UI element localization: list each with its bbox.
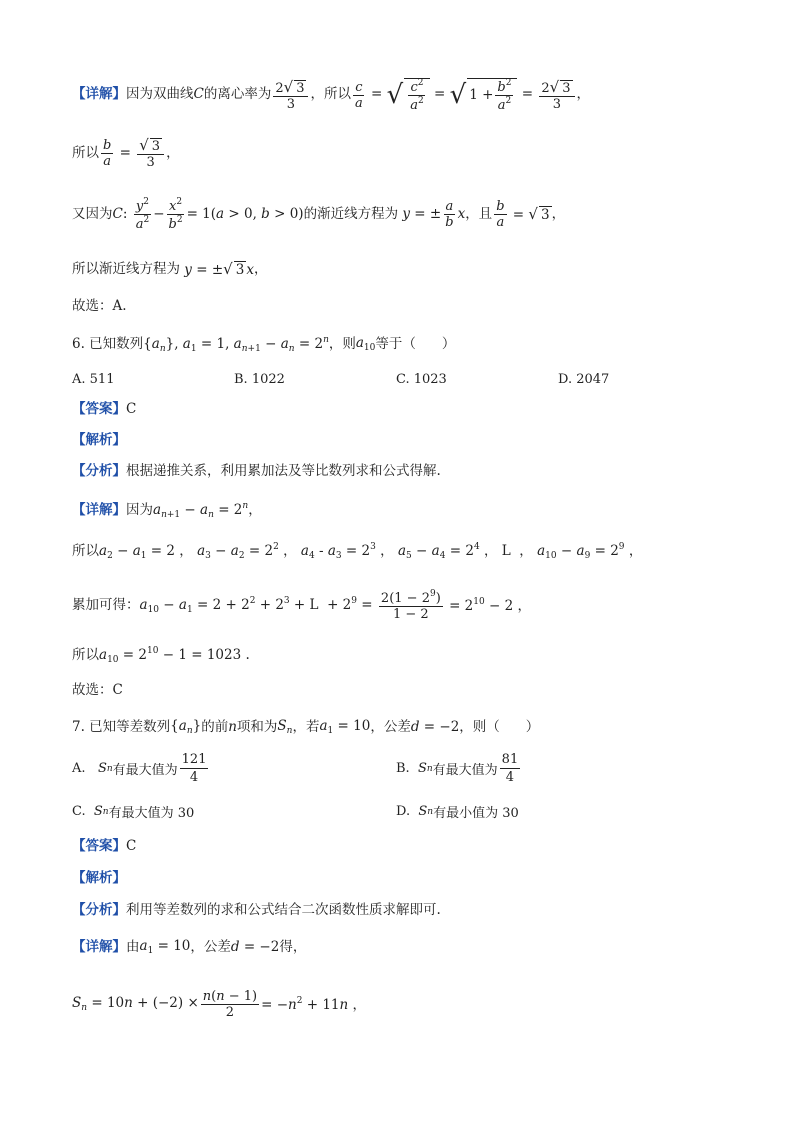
text: 的离心率为 <box>203 86 272 103</box>
text: ， <box>253 261 268 277</box>
choose-A: 故选：A. <box>72 298 127 314</box>
detail-line-2: 所以 $\frac{b}{a}$ = $\frac{√ 3}{3}$ ， <box>72 136 180 170</box>
q7-answer: 【答案】 C <box>72 838 137 854</box>
q6-detail: 【详解】 因为 $a_{n+1} - a_n = 2^n$， <box>72 501 262 520</box>
q7-formula: $S_n = 10n + (-2)$ × $\frac{n(n - 1)}{2}$ = $-n^2 + 11n$ ， <box>72 989 367 1020</box>
detail-tag: 【详解】 <box>72 86 126 103</box>
q7-stem: 7. 已知等差数列 $\{a_n\}$ 的前 n 项和为 $S_n$ ，若 $a_1 = 10$ ，公差 d = −2 ，则（ ） <box>72 718 540 736</box>
q6-option-d: D. 2047 <box>558 372 610 387</box>
text: ， <box>551 205 566 222</box>
fraction: $\frac{2√ 3}{3}$ <box>539 80 574 111</box>
q7-analysis-tag: 【解析】 <box>72 870 126 886</box>
detail-line-3: 又因为 C : $\frac{y^2}{a^2}$ − $\frac{x^2}{b^2}$ = 1(a > 0, b > 0) 的渐近线方程为 y = ± $\frac{a}{b}$ x ，且 $\frac{b}{a}$ = √ 3 ， <box>72 197 566 232</box>
q7-option-d: D. S n 有最小值为 30 <box>396 804 519 821</box>
q6-option-b: B. 1022 <box>234 372 285 387</box>
q6-so: 所以 $a_2 - a_1 = 2$ ， $a_3 - a_2 = 2^2$ ， $a_4 - a_3 = 2^3$ ， $a_5 - a_4 = 2^4$ ， L ， $a_{10} - a_9 = 2^9$ ， <box>72 542 643 561</box>
fraction: $\frac{2√ 3}{3}$ <box>273 80 308 111</box>
q6-fenxi: 【分析】 根据递推关系，利用累加法及等比数列求和公式得解. <box>72 463 441 479</box>
q6-analysis-tag: 【解析】 <box>72 432 126 448</box>
q6-sum: 累加可得： $a_{10} - a_1 = 2 + 2^2 + 2^3 + L + 2^9$ = $\frac{2(1 - 2^9)}{1 - 2}$ = $2^{10} - 2$ ， <box>72 589 531 622</box>
math-C: C <box>193 86 204 103</box>
q7-option-b: B. S n 有最大值为 $\frac{81}{4}$ <box>396 752 519 785</box>
q7-option-a: A. S n 有最大值为 $\frac{121}{4}$ <box>72 752 207 785</box>
fraction: $\frac{√ 3}{3}$ <box>137 138 164 169</box>
text: 因为双曲线 <box>126 86 194 103</box>
q6-answer: 【答案】 C <box>72 401 137 417</box>
q7-option-c: C. S n 有最大值为 30 <box>72 804 195 821</box>
detail-line-4: 所以渐近线方程为 y = ±√ 3 x ， <box>72 260 268 278</box>
text: ， <box>166 144 180 161</box>
text: 所以渐近线方程为 <box>72 261 180 277</box>
q6-stem: 6. 已知数列 $\{a_n\}$, $a_1 = 1$, $a_{n+1} - a_n = 2^n$ ，则 $a_{10}$ 等于（ ） <box>72 335 456 354</box>
text: 又因为 <box>72 205 113 222</box>
q6-final: 所以 $a_{10} = 2^{10} - 1 = 1023$ . <box>72 646 250 665</box>
text: 的渐近线方程为 <box>303 205 399 222</box>
q6-choose: 故选：C <box>72 682 123 698</box>
q7-detail: 【详解】 由 $a_1 = 10$ ，公差 d = −2 得， <box>72 938 307 956</box>
detail-line-1: 【详解】 因为双曲线 C 的离心率为 $\frac{2√ 3}{3}$ ，所以 $\frac{c}{a}$ = √ $\frac{c^2}{a^2}$ = √ 1 + $\frac{b^2}{a^2}$ = $\frac{2√ 3}{3}$ ， <box>72 77 590 113</box>
text: ， <box>576 86 590 103</box>
fraction: $\frac{c}{a}$ <box>354 79 363 111</box>
text: ，且 <box>465 205 493 222</box>
text: ，所以 <box>310 86 351 103</box>
text: 所以 <box>72 144 99 161</box>
q7-fenxi: 【分析】 利用等差数列的求和公式结合二次函数性质求解即可. <box>72 902 441 918</box>
q6-option-a: A. 511 <box>72 372 115 387</box>
q6-option-c: C. 1023 <box>396 372 447 387</box>
fraction: $\frac{b}{a}$ <box>103 138 112 169</box>
